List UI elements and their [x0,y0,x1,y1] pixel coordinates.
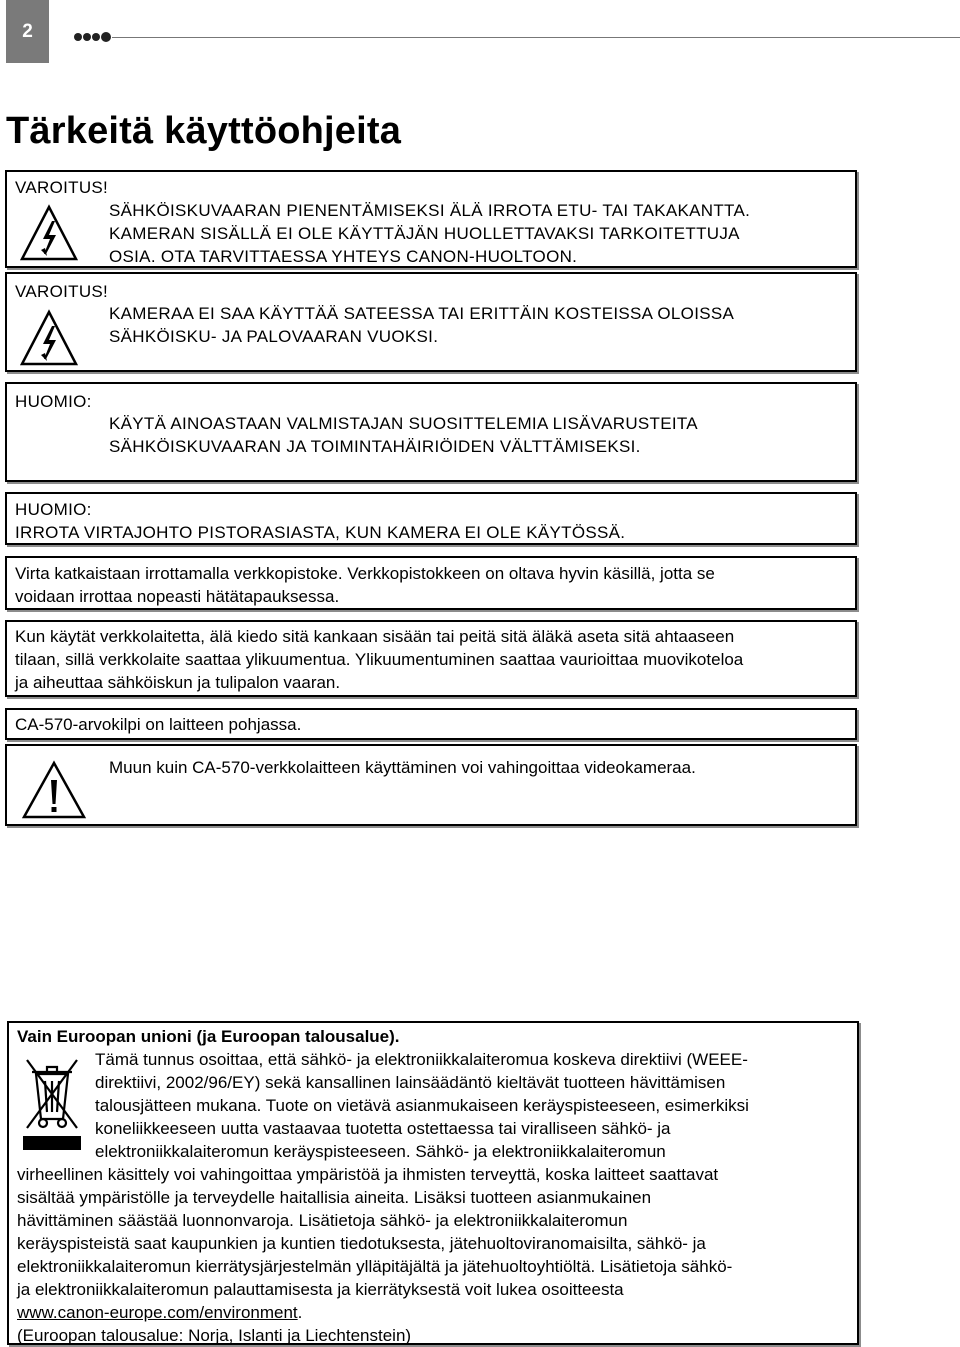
weee-text-line: hävittäminen säästää luonnonvaroja. Lisätietoja sähkö- ja elektroniikkalaiteromun [17,1211,628,1230]
warning-text-line: SÄHKÖISKUVAARAN PIENENTÄMISEKSI ÄLÄ IRROTA ETU- TAI TAKAKANTTA. [109,201,751,220]
page-title: Tärkeitä käyttöohjeita [6,110,402,152]
info-text-line: Kun käytät verkkolaitetta, älä kiedo sitä kankaan sisään tai peitä sitä äläkä aseta sitä ahtaaseen [15,627,735,646]
weee-text-line: keräyspisteistä saat kaupunkien ja kuntien tiedotuksesta, jätehuoltoviranomaisilta, sähkö- ja [17,1234,706,1253]
caution-label: HUOMIO: [15,500,92,519]
caution-box-accessories [5,382,857,482]
weee-text-line: virheellinen käsittely voi vahingoittaa ympäristöä ja ihmisten terveyttä, koska laitteet saattavat [17,1165,719,1184]
warning-text-line: Muun kuin CA-570-verkkolaitteen käyttäminen voi vahingoittaa videokameraa. [109,758,696,777]
info-text-line: voidaan irrottaa nopeasti hätätapauksessa. [15,587,340,606]
header-rule [112,37,960,38]
link-suffix: . [297,1303,303,1322]
weee-text-line: talousjätteen mukana. Tuote on vietävä asianmukaiseen keräyspisteeseen, esimerkiksi [95,1096,749,1115]
warning-box-rain [5,272,857,372]
weee-text-line: ja elektroniikkalaiteromun palauttamisesta ja kierrätyksestä voit lukea osoitteesta [17,1280,624,1299]
warning-box-other-adapter [5,744,857,826]
warning-text-line: KAMERAA EI SAA KÄYTTÄÄ SATEESSA TAI ERITTÄIN KOSTEISSA OLOISSA [109,304,735,323]
info-box-plug [5,556,857,610]
weee-link-line [17,1301,732,1324]
weee-heading: Vain Euroopan unioni (ja Euroopan talousalue). [17,1027,400,1046]
weee-text-line: direktiivi, 2002/96/EY) sekä kansallinen lainsäädäntö kieltävät tuotteen hävittämisen [95,1073,726,1092]
warning-box-cover [5,170,857,268]
caution-text-line: SÄHKÖISKUVAARAN JA TOIMINTAHÄIRIÖIDEN VÄLTTÄMISEKSI. [109,437,641,456]
warning-text-line: OSIA. OTA TARVITTAESSA YHTEYS CANON-HUOLTOON. [109,247,578,266]
caution-label: HUOMIO: [15,392,92,411]
page-number: 2 [22,20,33,42]
environment-link[interactable]: www.canon-europe.com/environment [17,1303,298,1322]
weee-text-line: koneliikkeeseen uutta vastaavaa tuotetta ostettaessa tai viralliseen sähkö- ja [95,1119,671,1138]
weee-text-line: sisältää ympäristölle ja terveydelle haitallisia aineita. Lisäksi tuotteen asianmukainen [17,1188,652,1207]
info-box-nameplate [5,708,857,740]
info-box-adapter [5,620,857,697]
exclamation-warning-icon [21,760,87,820]
info-text-line: CA-570-arvokilpi on laitteen pohjassa. [15,715,302,734]
lightning-warning-icon [19,204,79,262]
caution-text-line: IRROTA VIRTAJOHTO PISTORASIASTA, KUN KAMERA EI OLE KÄYTÖSSÄ. [15,523,626,542]
warning-text-line: KAMERAN SISÄLLÄ EI OLE KÄYTTÄJÄN HUOLLETTAVAKSI TARKOITETTUJA [109,224,740,243]
info-text-line: Virta katkaistaan irrottamalla verkkopistoke. Verkkopistokkeen on oltava hyvin käsillä, jotta se [15,564,715,583]
page-number-tab [6,0,49,63]
weee-text-line: elektroniikkalaiteromun kierrätysjärjestelmän ylläpitäjältä ja jätehuoltoyhtiöltä. Lisätietoja sähkö- [17,1257,733,1276]
weee-text-line: Tämä tunnus osoittaa, että sähkö- ja elektroniikkalaiteromua koskeva direktiivi (WEEE- [95,1050,748,1069]
caution-text-line: KÄYTÄ AINOASTAAN VALMISTAJAN SUOSITTELEMIA LISÄVARUSTEITA [109,414,698,433]
info-text-line: ja aiheuttaa sähköiskun ja tulipalon vaaran. [15,673,341,692]
info-text-line: tilaan, sillä verkkolaite saattaa ylikuumentua. Ylikuumentuminen saattaa vaurioittaa muovikoteloa [15,650,744,669]
crossed-out-wheelie-bin-icon [21,1056,83,1154]
warning-label: VAROITUS! [15,178,109,197]
warning-label: VAROITUS! [15,282,109,301]
warning-text-line: SÄHKÖISKU- JA PALOVAARAN VUOKSI. [109,327,439,346]
lightning-warning-icon [19,309,79,367]
weee-footer: (Euroopan talousalue: Norja, Islanti ja Liechtenstein) [17,1326,412,1345]
weee-text-line: elektroniikkalaiteromun keräyspisteeseen. Sähkö- ja elektroniikkalaiteromun [95,1142,666,1161]
caution-box-unplug [5,492,857,545]
weee-notice-box [7,1021,859,1345]
